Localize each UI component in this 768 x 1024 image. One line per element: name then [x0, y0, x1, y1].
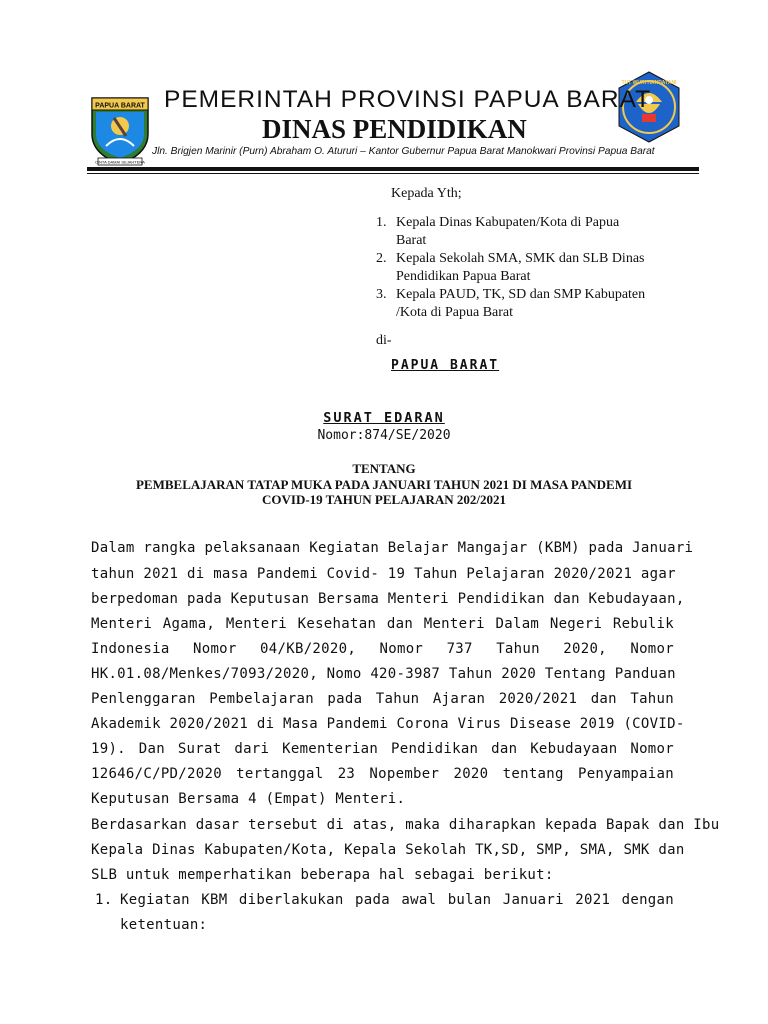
recipient-place: PAPUA BARAT — [391, 358, 500, 373]
list-item-line: Kepala Dinas Kabupaten/Kota di Papua — [396, 215, 620, 230]
logo-ribbon-text: CINTA DAMAI SEJAHTERA — [95, 159, 145, 165]
subject-line: PEMBELAJARAN TATAP MUKA PADA JANUARI TAHUN 2021 DI MASA PANDEMI — [135, 477, 633, 492]
list-item-line: Kepala PAUD, TK, SD dan SMP Kabupaten — [396, 287, 646, 302]
government-title: PEMERINTAH PROVINSI PAPUA BARAT — [164, 86, 652, 113]
letterhead-divider-thin — [87, 173, 699, 174]
list-item-line: Pendidikan Papua Barat — [396, 269, 531, 284]
paragraph-line: Dalam rangka pelaksanaan Kegiatan Belajar Mangajar (KBM) pada Januari — [91, 540, 694, 556]
papua-barat-logo — [88, 88, 152, 168]
point-number: 1. — [95, 892, 113, 908]
list-number: 1. — [376, 215, 387, 230]
paragraph-line: Penlenggaran Pembelajaran pada Tahun Ajaran 2020/2021 dan Tahun — [91, 691, 674, 707]
tentang-label: TENTANG — [352, 461, 416, 476]
paragraph-line: berpedoman pada Keputusan Bersama Menteri Pendidikan dan Kebudayaan, — [91, 591, 685, 607]
list-number: 2. — [376, 251, 387, 266]
list-item-line: /Kota di Papua Barat — [396, 305, 514, 320]
letter-number: Nomor:874/SE/2020 — [317, 428, 451, 443]
letter-type: SURAT EDARAN — [323, 410, 445, 426]
paragraph-line: Berdasarkan dasar tersebut di atas, maka diharapkan kepada Bapak dan Ibu — [91, 817, 720, 833]
list-item-line: Barat — [396, 233, 427, 248]
subject-line: COVID-19 TAHUN PELAJARAN 202/2021 — [262, 492, 506, 507]
office-address: Jln. Brigjen Marinir (Purn) Abraham O. Atururi – Kantor Gubernur Papua Barat Manokwari Provinsi Papua Barat — [152, 146, 655, 157]
letterhead-divider-thick — [87, 167, 699, 171]
list-item-line: Kepala Sekolah SMA, SMK dan SLB Dinas — [396, 251, 645, 266]
recipient-item-1 — [376, 214, 706, 250]
paragraph-line: tahun 2021 di masa Pandemi Covid- 19 Tahun Pelajaran 2020/2021 agar — [91, 566, 676, 582]
paragraph-line: Indonesia Nomor 04/KB/2020, Nomor 737 Tahun 2020, Nomor — [91, 641, 674, 657]
logo-motto-text: TUT WURI HANDAYANI — [621, 80, 677, 86]
list-number: 3. — [376, 287, 387, 302]
paragraph-line: 19). Dan Surat dari Kementerian Pendidikan dan Kebudayaan Nomor — [91, 741, 674, 757]
department-title: DINAS PENDIDIKAN — [262, 114, 527, 144]
paragraph-line: Menteri Agama, Menteri Kesehatan dan Menteri Dalam Negeri Rebulik — [91, 616, 674, 632]
point-line: Kegiatan KBM diberlakukan pada awal bulan Januari 2021 dengan — [120, 892, 674, 908]
greeting: Kepada Yth; — [391, 186, 462, 201]
paragraph-line: SLB untuk memperhatikan beberapa hal sebagai berikut: — [91, 867, 554, 883]
paragraph-line: 12646/C/PD/2020 tertanggal 23 Nopember 2020 tentang Penyampaian — [91, 766, 674, 782]
logo-banner-text: PAPUA BARAT — [95, 102, 145, 110]
paragraph-line: Keputusan Bersama 4 (Empat) Menteri. — [91, 791, 406, 807]
paragraph-line: Akademik 2020/2021 di Masa Pandemi Corona Virus Disease 2019 (COVID- — [91, 716, 685, 732]
point-line: ketentuan: — [120, 917, 208, 933]
paragraph-line: Kepala Dinas Kabupaten/Kota, Kepala Sekolah TK,SD, SMP, SMA, SMK dan — [91, 842, 685, 858]
recipient-item-2 — [376, 250, 706, 286]
paragraph-line: HK.01.08/Menkes/7093/2020, Nomo 420-3987 Tahun 2020 Tentang Panduan — [91, 666, 676, 682]
di-label: di- — [376, 333, 392, 348]
recipient-item-3 — [376, 286, 706, 322]
